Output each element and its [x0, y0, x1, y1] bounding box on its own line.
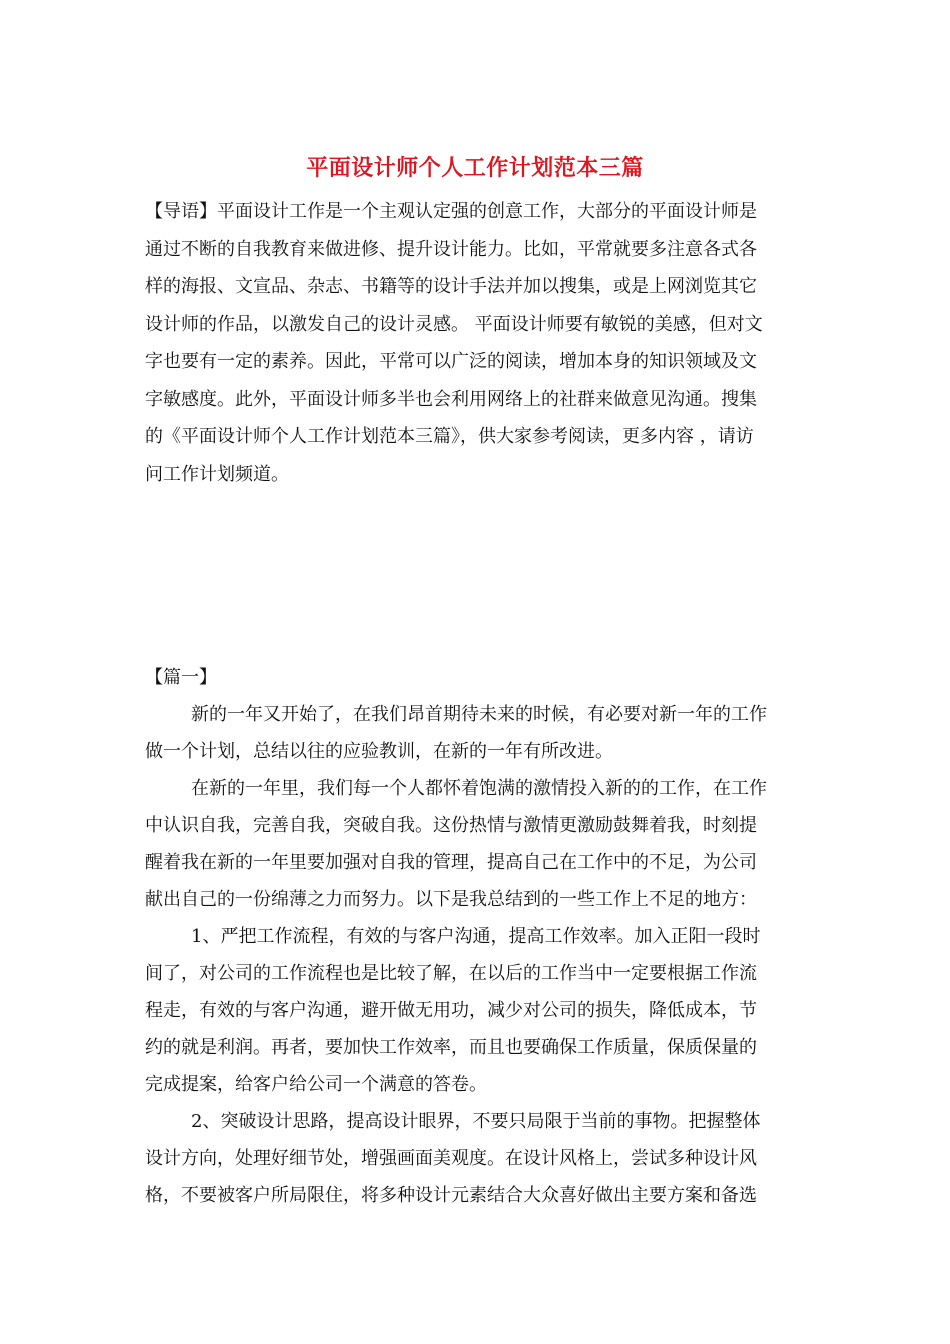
- body-line: 约的就是利润。再者，要加快工作效率，而且也要确保工作质量，保质保量的: [145, 1037, 757, 1058]
- document-title: 平面设计师个人工作计划范本三篇: [306, 155, 644, 181]
- body-line: 做一个计划，总结以往的应验教训，在新的一年有所改进。: [145, 741, 613, 762]
- intro-line: 的《平面设计师个人工作计划范本三篇》，供大家参考阅读，更多内容 ，请访: [145, 426, 754, 447]
- intro-line: 字也要有一定的素养。因此，平常可以广泛的阅读，增加本身的知识领域及文: [145, 351, 757, 372]
- body-line: 间了，对公司的工作流程也是比较了解，在以后的工作当中一定要根据工作流: [145, 963, 757, 984]
- body-line: 中认识自我，完善自我，突破自我。这份热情与激情更激励鼓舞着我，时刻提: [145, 815, 757, 836]
- intro-line: 通过不断的自我教育来做进修、提升设计能力。比如，平常就要多注意各式各: [145, 239, 757, 260]
- body-line: 设计方向，处理好细节处，增强画面美观度。在设计风格上，尝试多种设计风: [145, 1148, 757, 1169]
- intro-line: 样的海报、文宣品、杂志、书籍等的设计手法并加以搜集，或是上网浏览其它: [145, 276, 757, 297]
- body-line: 醒着我在新的一年里要加强对自我的管理，提高自己在工作中的不足，为公司: [145, 852, 757, 873]
- body-line: 献出自己的一份绵薄之力而努力。以下是我总结到的一些工作上不足的地方：: [145, 889, 757, 910]
- body-line: 在新的一年里，我们每一个人都怀着饱满的激情投入新的的工作，在工作: [191, 778, 767, 799]
- body-line: 格，不要被客户所局限住，将多种设计元素结合大众喜好做出主要方案和备选: [145, 1185, 757, 1206]
- intro-line: 【导语】平面设计工作是一个主观认定强的创意工作，大部分的平面设计师是: [145, 201, 757, 222]
- body-line: 2、突破设计思路，提高设计眼界，不要只局限于当前的事物。把握整体: [191, 1111, 761, 1132]
- intro-line: 字敏感度。此外，平面设计师多半也会利用网络上的社群来做意见沟通。搜集: [145, 389, 757, 410]
- intro-line: 设计师的作品，以激发自己的设计灵感。 平面设计师要有敏锐的美感，但对文: [145, 314, 763, 335]
- intro-line: 问工作计划频道。: [145, 464, 289, 485]
- body-line: 完成提案，给客户给公司一个满意的答卷。: [145, 1074, 487, 1095]
- body-line: 新的一年又开始了，在我们昂首期待未来的时候，有必要对新一年的工作: [191, 704, 767, 725]
- body-line: 1、严把工作流程，有效的与客户沟通，提高工作效率。加入正阳一段时: [191, 926, 761, 947]
- body-line: 程走，有效的与客户沟通，避开做无用功，减少对公司的损失，降低成本，节: [145, 1000, 757, 1021]
- section-heading: 【篇一】: [145, 667, 217, 688]
